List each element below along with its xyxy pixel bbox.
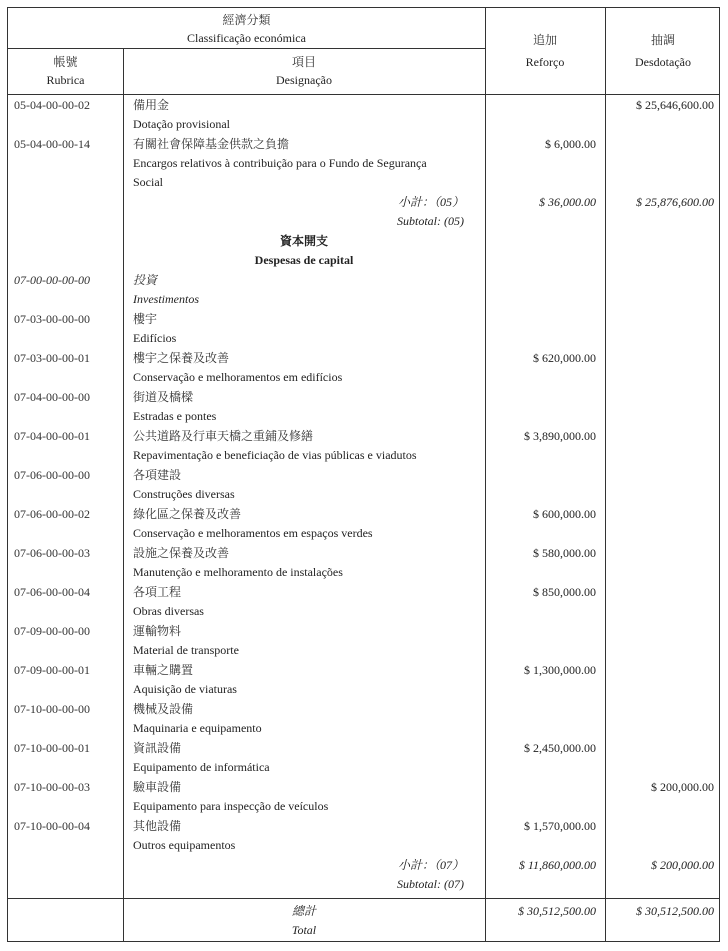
row-designation-zh: 其他設備 bbox=[133, 819, 182, 833]
row-designation-zh: 資訊設備 bbox=[133, 741, 182, 755]
row-code: 05-04-00-00-14 bbox=[14, 137, 90, 151]
row-reforco: $ 600,000.00 bbox=[533, 507, 596, 521]
subtotal-05-desdotacao: $ 25,876,600.00 bbox=[636, 195, 714, 209]
row-code: 07-03-00-00-01 bbox=[14, 351, 90, 365]
row-reforco: $ 2,450,000.00 bbox=[524, 741, 596, 755]
row-code: 07-06-00-00-03 bbox=[14, 546, 90, 560]
row-designation-zh: 驗車設備 bbox=[133, 780, 182, 794]
row-designation-zh: 街道及橋樑 bbox=[133, 390, 194, 404]
column-divider bbox=[485, 8, 486, 941]
section-title-pt: Despesas de capital bbox=[254, 253, 354, 267]
row-designation-zh: 樓宇之保養及改善 bbox=[133, 351, 230, 365]
row-designation-pt: Edifícios bbox=[133, 331, 177, 345]
row-reforco: $ 1,570,000.00 bbox=[524, 819, 596, 833]
row-reforco: $ 1,300,000.00 bbox=[524, 663, 596, 677]
row-desdotacao: $ 200,000.00 bbox=[651, 780, 714, 794]
header-desdotacao-pt: Desdotação bbox=[635, 55, 691, 69]
row-designation-pt: Dotação provisional bbox=[133, 117, 230, 131]
row-designation-pt: Estradas e pontes bbox=[133, 409, 217, 423]
subtotal-07-label-pt: Subtotal: (07) bbox=[397, 877, 464, 891]
row-designation-zh: 設施之保養及改善 bbox=[133, 546, 230, 560]
header-bottom-line bbox=[8, 94, 719, 95]
row-designation-zh: 各項工程 bbox=[133, 585, 182, 599]
row-reforco: $ 580,000.00 bbox=[533, 546, 596, 560]
row-designation-pt: Maquinaria e equipamento bbox=[133, 721, 262, 735]
row-code: 07-03-00-00-00 bbox=[14, 312, 90, 326]
row-designation-pt: Outros equipamentos bbox=[133, 838, 236, 852]
row-designation-zh: 機械及設備 bbox=[133, 702, 194, 716]
subtotal-07-label-zh: 小計：（07） bbox=[397, 858, 464, 872]
row-reforco: $ 3,890,000.00 bbox=[524, 429, 596, 443]
header-designacao-zh: 項目 bbox=[291, 55, 316, 69]
header-rubrica-zh: 帳號 bbox=[53, 55, 78, 69]
row-designation-zh: 投資 bbox=[133, 273, 158, 287]
subtotal-05-label-zh: 小計：（05） bbox=[397, 195, 464, 209]
header-reforco-pt: Reforço bbox=[525, 55, 565, 69]
row-reforco: $ 620,000.00 bbox=[533, 351, 596, 365]
budget-table bbox=[7, 7, 720, 942]
row-designation-zh: 各項建設 bbox=[133, 468, 182, 482]
row-designation-pt: Construções diversas bbox=[133, 487, 235, 501]
total-desdotacao: $ 30,512,500.00 bbox=[636, 904, 714, 918]
row-designation-pt: Obras diversas bbox=[133, 604, 204, 618]
row-code: 05-04-00-00-02 bbox=[14, 98, 90, 112]
row-code: 07-06-00-00-02 bbox=[14, 507, 90, 521]
header-desdotacao-zh: 抽調 bbox=[650, 33, 675, 47]
column-divider bbox=[605, 8, 606, 941]
row-code: 07-04-00-00-00 bbox=[14, 390, 90, 404]
total-divider bbox=[8, 898, 719, 899]
row-code: 07-10-00-00-04 bbox=[14, 819, 90, 833]
subtotal-07-desdotacao: $ 200,000.00 bbox=[651, 858, 714, 872]
row-designation-zh: 備用金 bbox=[133, 98, 170, 112]
header-rubrica-pt: Rubrica bbox=[46, 73, 85, 87]
row-code: 07-06-00-00-04 bbox=[14, 585, 90, 599]
row-code: 07-09-00-00-00 bbox=[14, 624, 90, 638]
row-designation-zh: 運輸物料 bbox=[133, 624, 182, 638]
section-title-zh: 資本開支 bbox=[279, 234, 328, 248]
row-code: 07-04-00-00-01 bbox=[14, 429, 90, 443]
row-designation-pt: Material de transporte bbox=[133, 643, 239, 657]
row-code: 07-00-00-00-00 bbox=[14, 273, 90, 287]
row-designation-pt: Conservação e melhoramentos em edifícios bbox=[133, 370, 343, 384]
subtotal-05-reforco: $ 36,000.00 bbox=[539, 195, 596, 209]
row-code: 07-06-00-00-00 bbox=[14, 468, 90, 482]
subtotal-07-reforco: $ 11,860,000.00 bbox=[518, 858, 596, 872]
row-designation-pt: Manutenção e melhoramento de instalações bbox=[133, 565, 343, 579]
row-designation-zh: 車輛之購置 bbox=[133, 663, 194, 677]
header-classification-pt: Classificação económica bbox=[187, 31, 306, 45]
row-code: 07-10-00-00-00 bbox=[14, 702, 90, 716]
header-reforco-zh: 追加 bbox=[532, 33, 557, 47]
row-code: 07-10-00-00-03 bbox=[14, 780, 90, 794]
row-designation-zh: 公共道路及行車天橋之重鋪及修繕 bbox=[133, 429, 314, 443]
total-label-pt: Total bbox=[291, 923, 317, 937]
row-code: 07-09-00-00-01 bbox=[14, 663, 90, 677]
row-designation-pt: Equipamento para inspecção de veículos bbox=[133, 799, 329, 813]
row-designation-pt-cont: Social bbox=[133, 175, 163, 189]
row-designation-pt: Conservação e melhoramentos em espaços verdes bbox=[133, 526, 373, 540]
row-designation-pt: Investimentos bbox=[133, 292, 199, 306]
row-designation-zh: 樓宇 bbox=[133, 312, 158, 326]
row-reforco: $ 6,000.00 bbox=[545, 137, 596, 151]
row-designation-pt: Aquisição de viaturas bbox=[133, 682, 237, 696]
total-reforco: $ 30,512,500.00 bbox=[518, 904, 596, 918]
column-divider bbox=[123, 48, 124, 941]
subtotal-05-label-pt: Subtotal: (05) bbox=[397, 214, 464, 228]
total-label-zh: 總計 bbox=[291, 904, 316, 918]
row-designation-zh: 綠化區之保養及改善 bbox=[133, 507, 242, 521]
header-classification-zh: 經濟分類 bbox=[222, 13, 271, 27]
row-code: 07-10-00-00-01 bbox=[14, 741, 90, 755]
row-designation-zh: 有關社會保障基金供款之負擔 bbox=[133, 137, 290, 151]
row-designation-pt: Repavimentação e beneficiação de vias públicas e viadutos bbox=[133, 448, 417, 462]
row-reforco: $ 850,000.00 bbox=[533, 585, 596, 599]
header-divider bbox=[8, 48, 485, 49]
row-desdotacao: $ 25,646,600.00 bbox=[636, 98, 714, 112]
header-designacao-pt: Designação bbox=[276, 73, 332, 87]
row-designation-pt: Equipamento de informática bbox=[133, 760, 270, 774]
row-designation-pt: Encargos relativos à contribuição para o Fundo de Segurança bbox=[133, 156, 427, 170]
